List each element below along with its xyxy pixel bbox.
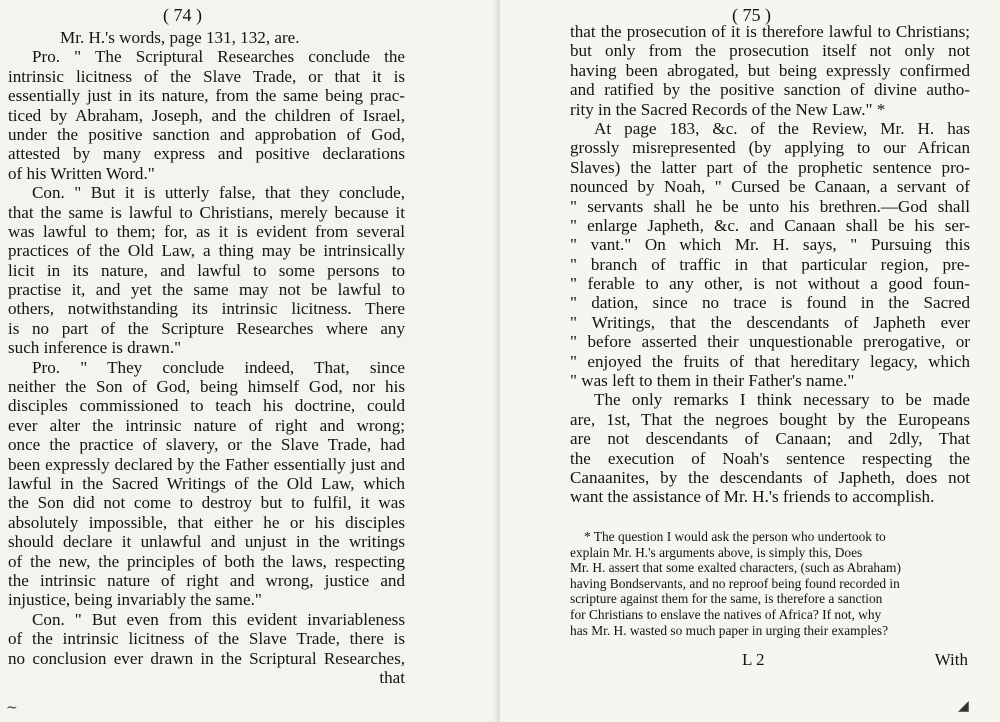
left-line-6: under the positive sanction and approbation of God, [8, 124, 405, 144]
right-line-19: " was left to them in their Father's name." [570, 371, 855, 391]
right-page-body [570, 22, 970, 507]
footnote-line-4: having Bondservants, and no reproof being found recorded in [570, 575, 900, 591]
left-line-30: injustice, being invariably the same." [8, 590, 262, 610]
footnote-line-6: for Christians to enslave the natives of Africa? If not, why [570, 606, 882, 622]
footnote-line-3: Mr. H. assert that some exalted characters, (such as Abraham) [570, 560, 901, 576]
left-line-10: that the same is lawful to Christians, merely because it [8, 202, 405, 222]
left-line-24: lawful in the Sacred Writings of the Old Law, which [8, 473, 405, 493]
left-line-31: Con. " But even from this evident invariableness [32, 609, 405, 629]
right-line-20: The only remarks I think necessary to be made [594, 390, 970, 410]
left-line-26: absolutely impossible, that either he or his disciples [8, 512, 405, 532]
right-line-13: " branch of traffic in that particular region, pre- [570, 254, 970, 274]
left-line-33: no conclusion ever drawn in the Scriptural Researches, [8, 648, 405, 668]
left-line-7: attested by many express and positive declarations [8, 144, 405, 164]
left-line-29: the intrinsic nature of right and wrong, justice and [8, 570, 405, 590]
left-line-5: ticed by Abraham, Joseph, and the children of Israel, [8, 105, 405, 125]
right-line-12: " vant." On which Mr. H. says, " Pursuing this [570, 235, 970, 255]
footnote-line-1: * The question I would ask the person who undertook to [584, 529, 886, 544]
left-line-3: intrinsic licitness of the Slave Trade, or that it is [8, 66, 405, 86]
right-line-4: and ratified by the positive sanction of divine autho- [570, 80, 970, 100]
left-line-34: that [379, 667, 405, 687]
right-line-18: " enjoyed the fruits of that hereditary legacy, which [570, 351, 970, 371]
corner-blot: ◢ [958, 698, 969, 714]
right-line-7: grossly misrepresented (by applying to our African [570, 138, 970, 158]
left-page-body [8, 28, 405, 687]
footnote [570, 529, 970, 638]
right-page [500, 0, 1000, 722]
right-line-23: the execution of Noah's sentence respecting the [570, 448, 970, 468]
left-line-15: others, notwithstanding its intrinsic licitness. There [8, 299, 405, 319]
right-line-22: are not descendants of Canaan; and 2dly, That [570, 429, 970, 449]
right-page-number: ( 75 ) [732, 5, 771, 25]
right-line-3: having been abrogated, but being expressly confirmed [570, 60, 970, 80]
signature-mark: L 2 [742, 650, 765, 669]
left-line-4: essentially just in its nature, from the same being prac- [8, 86, 405, 106]
left-line-8: of his Written Word." [8, 163, 155, 183]
right-line-11: " enlarge Japheth, &c. and Canaan shall be his ser- [570, 215, 970, 235]
left-line-23: been expressly declared by the Father essentially just and [8, 454, 405, 474]
catchword: With [934, 650, 968, 669]
left-line-18: Pro. " They conclude indeed, That, since [32, 357, 405, 377]
left-line-20: disciples commissioned to teach his doctrine, could [8, 396, 405, 416]
right-line-21: are, 1st, That the negroes bought by the Europeans [570, 409, 970, 429]
left-line-22: once the practice of slavery, or the Slave Trade, had [8, 435, 405, 455]
left-line-19: neither the Son of God, being himself God, nor his [8, 377, 405, 397]
footnote-line-7: has Mr. H. wasted so much paper in urging their examples? [570, 622, 889, 638]
right-line-1: that the prosecution of it is therefore lawful to Christians; [570, 22, 970, 41]
corner-smudge: ~ [6, 700, 18, 716]
left-line-2: Pro. " The Scriptural Researches conclude the [32, 47, 405, 67]
left-line-25: the Son did not come to destroy but to fulfil, it was [8, 493, 405, 513]
left-line-11: was lawful to them; for, as it is evident from several [8, 221, 405, 241]
footnote-line-5: scripture against them for the same, is therefore a sanction [570, 591, 883, 607]
left-line-16: is no part of the Scripture Researches where any [8, 318, 405, 338]
right-line-5: rity in the Sacred Records of the New Law." * [570, 99, 886, 119]
left-page-number: ( 74 ) [163, 5, 202, 25]
right-line-16: " Writings, that the descendants of Japheth ever [570, 312, 970, 332]
right-line-10: " servants shall he be unto his brethren.—God shall [570, 196, 970, 216]
right-line-17: " before asserted their unquestionable prerogative, or [570, 332, 970, 352]
right-line-15: " dation, since no trace is found in the Sacred [570, 293, 970, 313]
footnote-line-2: explain Mr. H.'s arguments above, is simply this, Does [570, 544, 863, 560]
right-line-9: nounced by Noah, " Cursed be Canaan, a servant of [570, 177, 970, 197]
left-line-14: practise it, and yet the same may not be lawful to [8, 280, 405, 300]
left-line-28: of the new, the principles of both the laws, respecting [8, 551, 405, 571]
right-line-14: " ferable to any other, is not without a good foun- [570, 274, 970, 294]
left-line-13: licit in its nature, and lawful to some persons to [8, 260, 405, 280]
left-line-32: of the intrinsic licitness of the Slave Trade, there is [8, 629, 405, 649]
right-line-8: Slaves) the latter part of the prophetic sentence pro- [570, 157, 970, 177]
left-line-9: Con. " But it is utterly false, that they conclude, [32, 183, 405, 203]
right-line-2: but only from the prosecution itself not only not [570, 41, 970, 61]
right-line-6: At page 183, &c. of the Review, Mr. H. has [594, 118, 970, 138]
left-line-12: practices of the Old Law, a thing may be intrinsically [8, 241, 405, 261]
right-line-25: want the assistance of Mr. H.'s friends to accomplish. [570, 487, 935, 507]
left-line-27: should declare it unlawful and unjust in the writings [8, 532, 405, 552]
left-line-17: such inference is drawn." [8, 338, 182, 358]
right-line-24: Canaanites, by the descendants of Japheth, does not [570, 467, 970, 487]
left-line-1: Mr. H.'s words, page 131, 132, are. [60, 28, 300, 47]
left-line-21: ever alter the intrinsic nature of right and wrong; [8, 415, 405, 435]
